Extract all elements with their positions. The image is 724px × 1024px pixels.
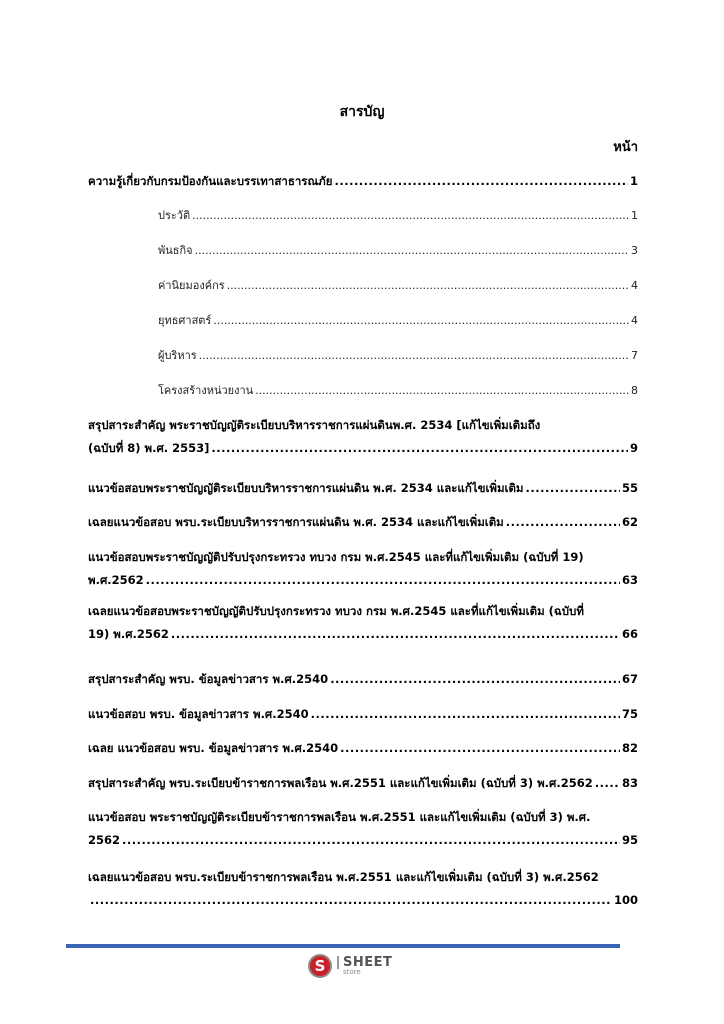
toc-entry[interactable]: เฉลย แนวข้อสอบ พรบ. ข้อมูลข่าวสาร พ.ศ.2540 ..... 82 bbox=[88, 737, 638, 760]
page-title: สารบัญ bbox=[339, 104, 385, 120]
logo-icon: S bbox=[308, 954, 332, 978]
logo-subtext: store bbox=[343, 968, 361, 976]
toc-subentry[interactable]: ยุทธศาสตร์ ..... 4 bbox=[158, 309, 638, 332]
toc-entry[interactable]: เฉลยแนวข้อสอบพระราชบัญญัติปรับปรุงกระทรวง ทบวง กรม พ.ศ.2545 และที่แก้ไขเพิ่มเติม (ฉบับที่ 19) พ.ศ.2562 ..... 66 bbox=[88, 600, 638, 646]
toc-entry[interactable]: สรุปสาระสำคัญ พรบ. ข้อมูลข่าวสาร พ.ศ.2540 ..... 67 bbox=[88, 668, 638, 691]
toc-subentry[interactable]: ประวัติ ..... 1 bbox=[158, 204, 638, 227]
toc-entry[interactable]: แนวข้อสอบพระราชบัญญัติปรับปรุงกระทรวง ทบวง กรม พ.ศ.2545 และที่แก้ไขเพิ่มเติม (ฉบับที่ 19) พ.ศ.2562 ..... 63 bbox=[88, 546, 638, 592]
toc-entry[interactable]: แนวข้อสอบพระราชบัญญัติระเบียบบริหารราชการแผ่นดิน พ.ศ. 2534 และแก้ไขเพิ่มเติม ..... 55 bbox=[88, 477, 638, 500]
brand-logo bbox=[308, 954, 392, 978]
toc-subentry[interactable]: พันธกิจ ..... 3 bbox=[158, 239, 638, 262]
toc-entry[interactable]: สรุปสาระสำคัญ พระราชบัญญัติระเบียบบริหารราชการแผ่นดินพ.ศ. 2534 [แก้ไขเพิ่มเติมถึง (ฉบับที่ 8) พ.ศ. 2553] ..... 9 bbox=[88, 414, 638, 460]
logo-wordmark: SHEET bbox=[337, 956, 392, 969]
footer-divider bbox=[66, 944, 620, 948]
toc-subentry[interactable]: ผู้บริหาร ..... 7 bbox=[158, 344, 638, 367]
toc-subentry[interactable]: โครงสร้างหน่วยงาน ..... 8 bbox=[158, 379, 638, 402]
toc-entry[interactable]: เฉลยแนวข้อสอบ พรบ.ระเบียบข้าราชการพลเรือน พ.ศ.2551 และแก้ไขเพิ่มเติม (ฉบับที่ 3) พ.ศ.2562 ..... 100 bbox=[88, 866, 638, 912]
toc-entry[interactable]: ความรู้เกี่ยวกับกรมป้องกันและบรรเทาสาธารณภัย ..... 1 bbox=[88, 170, 638, 193]
toc-subentry[interactable]: ค่านิยมองค์กร ..... 4 bbox=[158, 274, 638, 297]
toc-entry[interactable]: แนวข้อสอบ พรบ. ข้อมูลข่าวสาร พ.ศ.2540 ..... 75 bbox=[88, 703, 638, 726]
toc-entry[interactable]: สรุปสาระสำคัญ พรบ.ระเบียบข้าราชการพลเรือน พ.ศ.2551 และแก้ไขเพิ่มเติม (ฉบับที่ 3) พ.ศ.2562 ..... 83 bbox=[88, 772, 638, 795]
toc-entry[interactable]: แนวข้อสอบ พระราชบัญญัติระเบียบข้าราชการพลเรือน พ.ศ.2551 และแก้ไขเพิ่มเติม (ฉบับที่ 3) พ.ศ. 2562 ..... 95 bbox=[88, 806, 638, 852]
page-column-header: หน้า bbox=[613, 140, 638, 155]
toc-entry[interactable]: เฉลยแนวข้อสอบ พรบ.ระเบียบบริหารราชการแผ่นดิน พ.ศ. 2534 และแก้ไขเพิ่มเติม ..... 62 bbox=[88, 511, 638, 534]
